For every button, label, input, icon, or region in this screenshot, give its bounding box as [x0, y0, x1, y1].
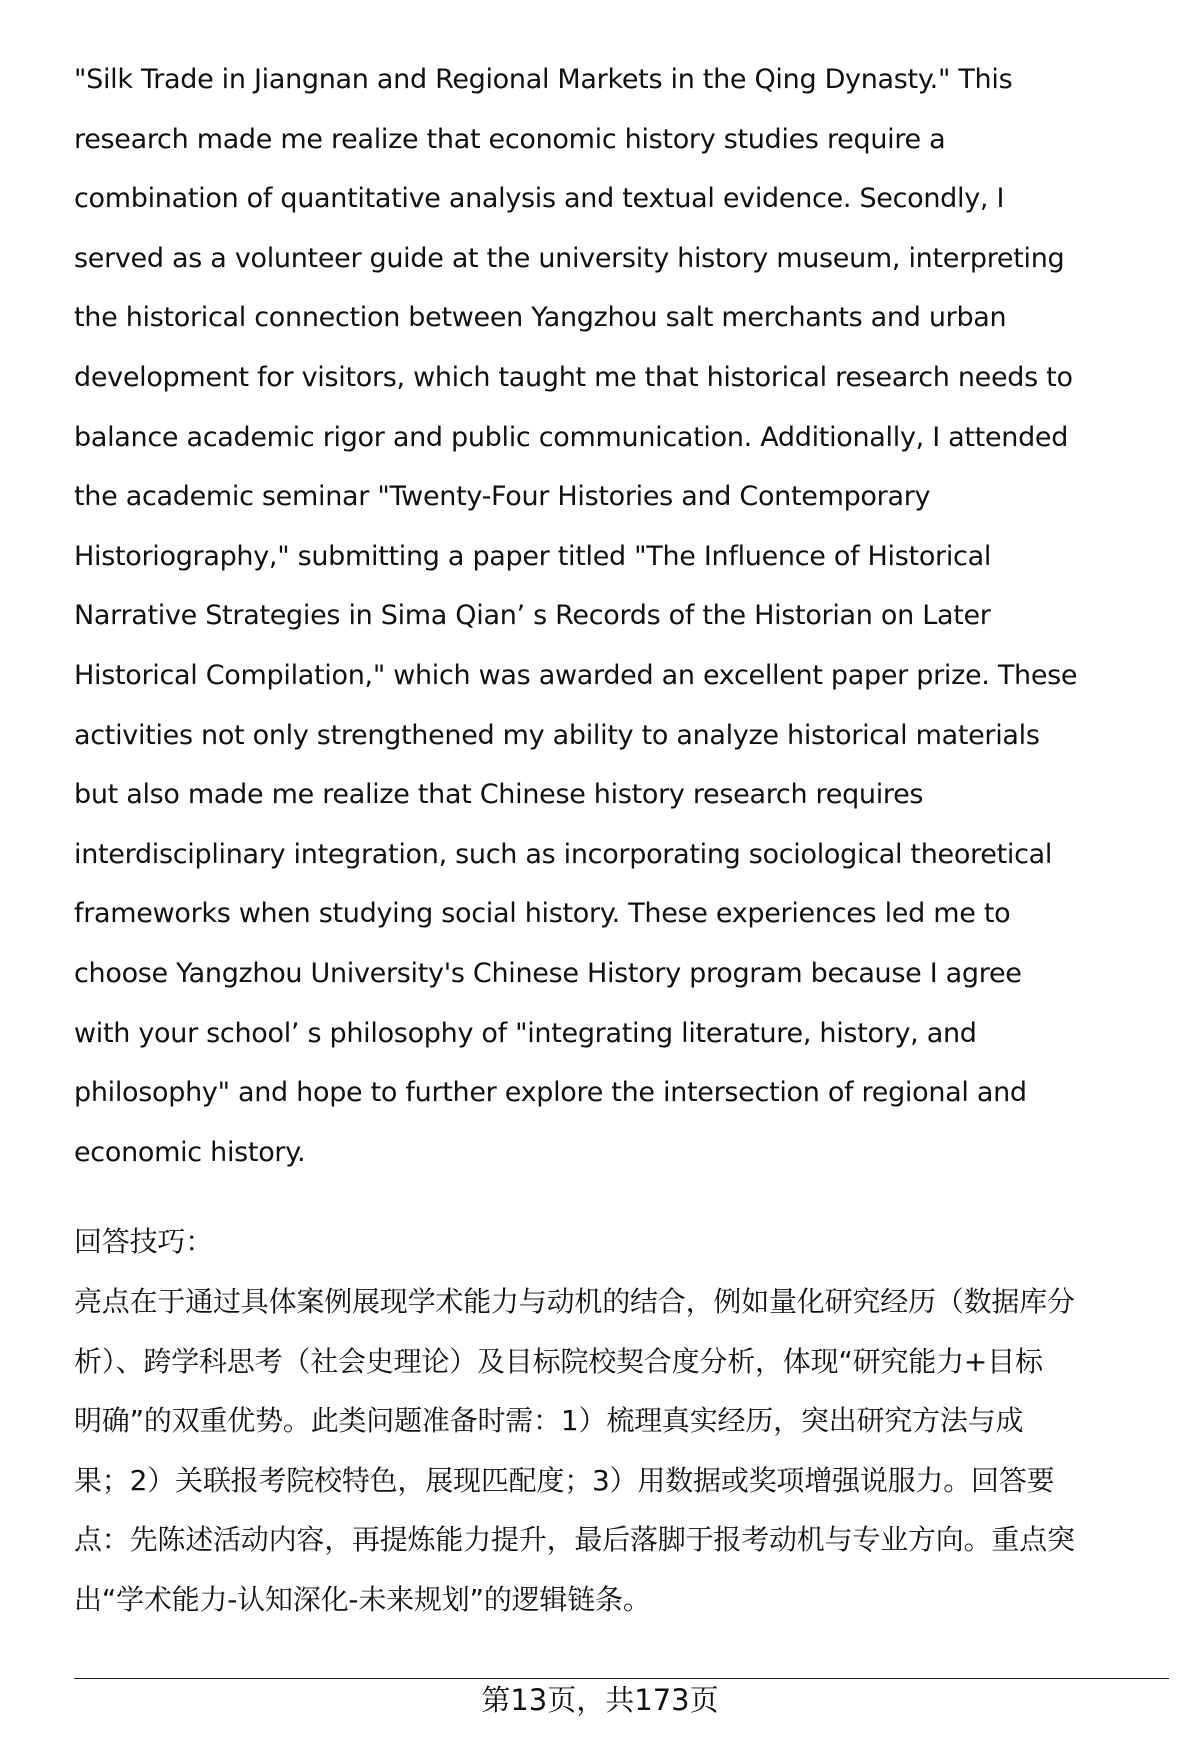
body-line: activities not only strengthened my ability to analyze historical materials [74, 719, 1040, 751]
page-number: 第13页，共173页 [481, 1683, 719, 1717]
tips-line: 果；2）关联报考院校特色，展现匹配度；3）用数据或奖项增强说服力。回答要 [74, 1463, 1055, 1497]
body-line: but also made me realize that Chinese history research requires [74, 779, 924, 811]
tips-line: 亮点在于通过具体案例展现学术能力与动机的结合，例如量化研究经历（数据库分 [74, 1285, 1075, 1318]
body-line: economic history. [74, 1136, 306, 1168]
body-line: Historical Compilation," which was awarded an excellent paper prize. These [74, 660, 1078, 691]
body-line: choose Yangzhou University's Chinese History program because I agree [74, 958, 1022, 989]
body-line: philosophy" and hope to further explore the intersection of regional and [74, 1077, 1027, 1109]
tips-line: 点：先陈述活动内容，再提炼能力提升，最后落脚于报考动机与专业方向。重点突 [74, 1523, 1075, 1557]
tips-heading: 回答技巧： [74, 1225, 214, 1258]
tips-line: 明确”的双重优势。此类问题准备时需：1）梳理真实经历，突出研究方法与成 [74, 1404, 1024, 1438]
body-line: Narrative Strategies in Sima Qian’ s Records of the Historian on Later [74, 600, 991, 632]
body-line: combination of quantitative analysis and textual evidence. Secondly, I [74, 183, 1005, 215]
body-line: research made me realize that economic history studies require a [74, 123, 946, 155]
tips-line: 出“学术能力-认知深化-未来规划”的逻辑链条。 [74, 1583, 651, 1616]
tips-line: 析）、跨学科思考（社会史理论）及目标院校契合度分析，体现“研究能力+目标 [74, 1344, 1043, 1378]
body-line: the historical connection between Yangzhou salt merchants and urban [74, 302, 1007, 334]
body-line: frameworks when studying social history. These experiences led me to [74, 898, 1011, 930]
body-line: served as a volunteer guide at the university history museum, interpreting [74, 242, 1065, 274]
body-line: balance academic rigor and public communication. Additionally, I attended [74, 421, 1069, 453]
body-line: development for visitors, which taught me that historical research needs to [74, 362, 1073, 393]
body-line: "Silk Trade in Jiangnan and Regional Markets in the Qing Dynasty." This [74, 64, 1013, 95]
body-line: interdisciplinary integration, such as incorporating sociological theoretical [74, 838, 1053, 870]
body-line: Historiography," submitting a paper titled "The Influence of Historical [74, 540, 992, 572]
body-line: the academic seminar "Twenty-Four Histories and Contemporary [74, 481, 931, 513]
footer-divider [74, 1678, 1169, 1679]
body-line: with your school’ s philosophy of "integrating literature, history, and [74, 1017, 977, 1049]
